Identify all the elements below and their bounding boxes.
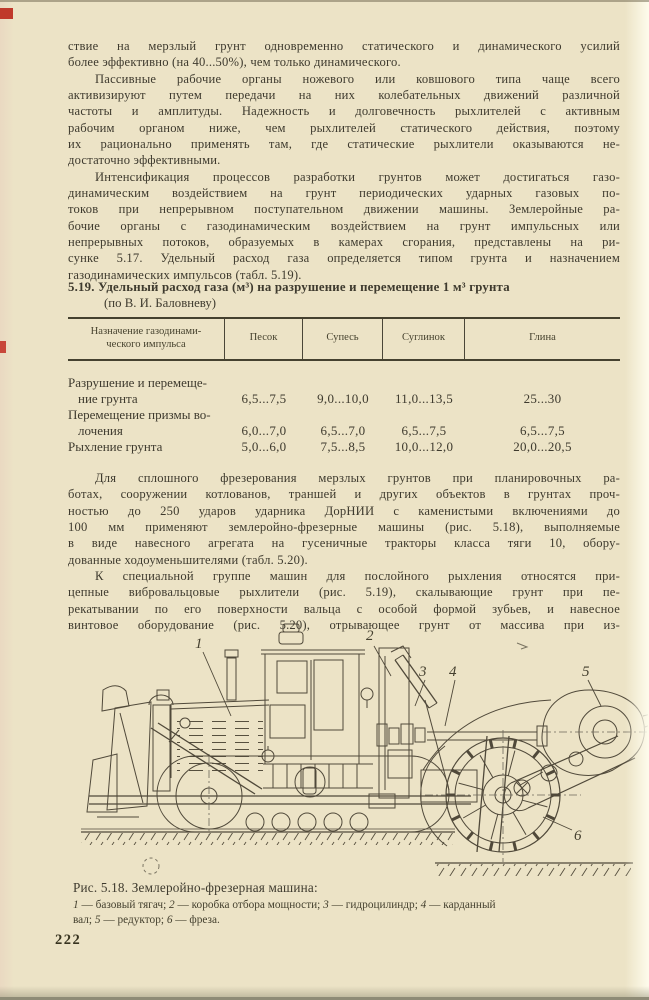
table-cell: 20,0...20,5	[513, 439, 572, 455]
table-row	[68, 375, 620, 406]
body-text-line: их рационально применять там, где статические рыхлители оказываются не-	[68, 137, 620, 152]
legend-num: 2	[169, 899, 175, 911]
figure-legend	[73, 898, 618, 927]
table-cell: 5,0...6,0	[241, 439, 287, 455]
body-text-line: частоты и амплитуды. Надежность и долговечность рыхлителей с активным	[68, 104, 620, 119]
body-text-line: Интенсификация процессов разработки грунтов может достигаться газо-	[95, 169, 620, 184]
body-text-line: рабочим органом ниже, чем рыхлителей статического действия, поэтому	[68, 120, 620, 135]
tractor-line-art	[81, 624, 648, 876]
callout-2: 2	[366, 628, 374, 644]
legend-num: 1	[73, 899, 79, 911]
row-name-line2: ние грунта	[78, 390, 138, 406]
table-cell: 9,0...10,0	[317, 390, 369, 406]
legend-text: — фреза.	[172, 913, 220, 926]
table-cell: 11,0...13,5	[394, 390, 454, 406]
body-text-line: непрерывных потоков, образуемых в камерах сгорания, представлены на ри-	[68, 235, 620, 250]
table-cell: 6,5...7,0	[320, 422, 366, 438]
figure-legend-line2	[73, 913, 618, 928]
figure-5-18-drawing	[73, 620, 648, 885]
page-edge-left-tint	[0, 0, 14, 1000]
table-cell: 6,0...7,0	[241, 422, 287, 438]
body-text-line: ностью до 250 ударов ударника ДорНИИ с каменистыми включениями до	[68, 503, 620, 518]
table-cell: 25...30	[523, 390, 562, 406]
table-title: 5.19. Удельный расход газа (м³) на разрушение и перемещение 1 м³ грунта	[68, 280, 510, 294]
legend-text: — гидроцилиндр;	[328, 899, 421, 911]
body-text-block-1	[68, 38, 620, 283]
table-row-name	[68, 439, 225, 455]
table-header-col: Песок	[225, 319, 303, 359]
callout-3: 3	[419, 664, 427, 680]
table-body	[68, 375, 620, 455]
table-row	[68, 407, 620, 438]
figure-legend-line1	[73, 898, 618, 913]
table-cell: 10,0...12,0	[394, 439, 454, 455]
body-text-line: бочие органы с газодинамическим воздействием на грунт импульсных или	[68, 218, 620, 233]
legend-text: — базовый тягач;	[78, 899, 170, 911]
row-name-line1: Рыхление грунта	[68, 439, 163, 455]
body-text-line: 100 мм применяют землеройно-фрезерные машины (рис. 5.18), выполняемые	[68, 520, 620, 535]
body-text-line: Пассивные рабочие органы ножевого или ковшового типа чаще всего	[95, 71, 620, 86]
page-number: 222	[55, 932, 82, 948]
body-text-line: Для сплошного фрезерования мерзлых грунтов при планировочных ра-	[95, 471, 620, 485]
callout-5: 5	[582, 664, 590, 680]
page-edge-right-fade	[625, 0, 649, 1000]
table-row-name	[68, 407, 225, 438]
callout-6: 6	[574, 828, 582, 844]
table-header-col: Суглинок	[383, 319, 465, 359]
table-5-19	[68, 279, 620, 456]
row-name-line2: лочения	[78, 422, 123, 438]
table-cell: 6,5...7,5	[401, 422, 447, 438]
table-header-row	[68, 319, 620, 359]
legend-text: вал;	[73, 913, 95, 926]
body-text-line: цепные вибровальцовые рыхлители (рис. 5.19), скалывающие грунт при пе-	[68, 585, 620, 600]
body-text-line: рекатывании по его поверхности вальца с особой формой зубьев, и навесное	[68, 601, 620, 616]
legend-num: 5	[94, 913, 101, 926]
body-text-line: динамическим воздействием на грунт периодических ударных газовых по-	[68, 186, 620, 201]
table-header-col: Глина	[529, 332, 556, 344]
table-cell: 7,5...8,5	[320, 439, 366, 455]
figure-caption-title: Рис. 5.18. Землеройно-фрезерная машина:	[73, 880, 318, 895]
body-text-line: К специальной группе машин для послойного рыхления относятся при-	[95, 569, 620, 584]
legend-text: — коробка отбора мощности;	[174, 899, 324, 911]
body-text-line: достаточно эффективными.	[68, 153, 221, 168]
body-text-line: ствие на мерзлый грунт одновременно статического и динамического усилий	[68, 39, 620, 53]
legend-num: 6	[166, 913, 173, 926]
table-header-name-line1: Назначение газодинами-	[90, 326, 202, 337]
legend-num: 3	[323, 899, 329, 911]
page-edge-top-shadow	[0, 0, 649, 2]
body-text-line: дованные ходоуменьшителями (табл. 5.20).	[68, 552, 308, 567]
row-name-line1: Разрушение и перемеще-	[68, 375, 207, 390]
callout-4: 4	[449, 664, 457, 680]
body-text-line: токов при непрерывном поступательном движении машины. Землеройные ра-	[68, 202, 620, 217]
row-name-line1: Перемещение призмы во-	[68, 407, 211, 423]
legend-text: — карданный	[426, 899, 496, 911]
red-scan-mark	[0, 341, 6, 353]
red-scan-mark	[0, 8, 13, 19]
body-text-line: винтовое оборудование (рис. 5.20), отрывающее грунт от массива при из-	[68, 618, 620, 633]
table-cell: 6,5...7,5	[520, 422, 565, 438]
callout-1: 1	[195, 636, 203, 652]
legend-text: — редуктор;	[100, 913, 167, 926]
body-text-line: газодинамических импульсов (табл. 5.19).	[68, 267, 302, 282]
body-text-line: более эффективно (на 40...50%), чем только динамического.	[68, 55, 401, 70]
table-row	[68, 439, 620, 455]
body-text-line: сунке 5.17. Удельный расход газа определяется типом грунта и назначением	[68, 251, 620, 266]
body-text-line: в виде навесного агрегата на гусеничные тракторы класса тяги 10, обору-	[68, 536, 620, 551]
body-text-line: активизируют путем передачи на них колебательных движений различной	[68, 88, 620, 103]
table-row-name	[68, 375, 225, 406]
table-header-name-line2: ческого импульса	[106, 338, 186, 350]
table-title-line2: (по В. И. Баловневу)	[104, 296, 217, 310]
table-header-rule	[68, 359, 620, 361]
figure-caption	[73, 879, 618, 927]
table-header-col: Супесь	[303, 319, 383, 359]
body-text-line: ботах, сооружении котлованов, траншей и других объектов в грунтах проч-	[68, 487, 620, 502]
legend-num: 4	[420, 899, 427, 911]
table-cell: 6,5...7,5	[241, 390, 287, 406]
body-text-block-2	[68, 470, 620, 633]
table-header-name	[68, 319, 225, 359]
